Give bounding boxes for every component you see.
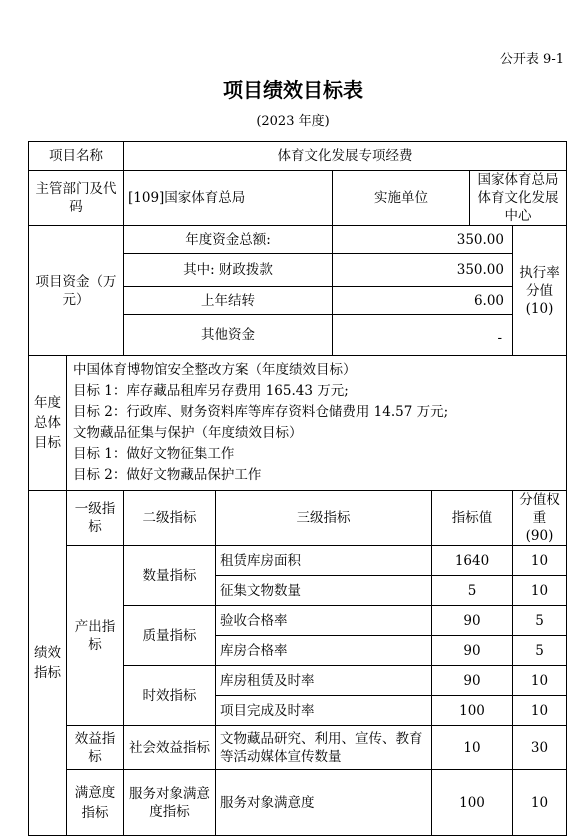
indicator-weight: 5: [513, 636, 567, 666]
indicator-value: 90: [432, 636, 513, 666]
indicator-name: 征集文物数量: [216, 576, 432, 606]
indicator-value: 90: [432, 606, 513, 636]
funds-carry-label: 上年结转: [124, 287, 333, 315]
goal-line: 中国体育博物馆安全整改方案（年度绩效目标）: [73, 362, 357, 378]
indicator-weight: 10: [513, 546, 567, 576]
quantity-indicator-label: 数量指标: [124, 546, 216, 606]
funds-total-value: 350.00: [333, 226, 513, 254]
indicator-weight: 5: [513, 606, 567, 636]
goal-line: 目标 2：做好文物藏品保护工作: [73, 467, 262, 483]
benefit-indicator-label: 效益指标: [67, 726, 124, 770]
indicator-name: 文物藏品研究、利用、宣传、教育等活动媒体宣传数量: [216, 726, 432, 770]
indicator-weight: 10: [513, 576, 567, 606]
annual-goal-content: [67, 356, 567, 491]
indicator-name: 租赁库房面积: [216, 546, 432, 576]
indicator-name: 服务对象满意度: [216, 770, 432, 836]
indicator-header-row: [29, 491, 567, 546]
funds-total-label: 年度资金总额:: [124, 226, 333, 254]
header-level2: 二级指标: [124, 491, 216, 546]
indicator-weight: 10: [513, 696, 567, 726]
quality-indicator-label: 质量指标: [124, 606, 216, 666]
indicators-label: 绩效指标: [29, 491, 67, 836]
indicator-value: 5: [432, 576, 513, 606]
indicator-weight: 30: [513, 726, 567, 770]
indicator-name: 库房租赁及时率: [216, 666, 432, 696]
indicator-weight: 10: [513, 770, 567, 836]
indicator-weight: 10: [513, 666, 567, 696]
header-weight: 分值权重 (90): [513, 491, 567, 546]
table-row: [29, 770, 567, 836]
table-row: [29, 726, 567, 770]
indicator-value: 100: [432, 696, 513, 726]
indicator-value: 100: [432, 770, 513, 836]
timeliness-indicator-label: 时效指标: [124, 666, 216, 726]
indicator-value: 1640: [432, 546, 513, 576]
funds-fiscal-value: 350.00: [333, 254, 513, 287]
service-satisfaction-label: 服务对象满意度指标: [124, 770, 216, 836]
header-level1: 一级指标: [67, 491, 124, 546]
execution-rate-label: 执行率分值 (10): [513, 226, 567, 356]
table-row: [29, 546, 567, 576]
social-benefit-label: 社会效益指标: [124, 726, 216, 770]
department-label: 主管部门及代码: [29, 171, 124, 226]
output-indicator-label: 产出指标: [67, 546, 124, 726]
funds-fiscal-label: 其中: 财政拨款: [124, 254, 333, 287]
header-level3: 三级指标: [216, 491, 432, 546]
annual-goal-label: 年度总体目标: [29, 356, 67, 491]
funds-total-row: [29, 226, 567, 254]
document-label: 公开表 9-1: [499, 52, 564, 67]
indicator-value: 90: [432, 666, 513, 696]
annual-goal-row: [29, 356, 567, 491]
funds-carry-value: 6.00: [333, 287, 513, 315]
project-name-value: 体育文化发展专项经费: [124, 142, 567, 171]
indicator-value: 10: [432, 726, 513, 770]
project-name-label: 项目名称: [29, 142, 124, 171]
satisfaction-indicator-label: 满意度指标: [67, 770, 124, 836]
indicator-name: 项目完成及时率: [216, 696, 432, 726]
implementing-unit-value: 国家体育总局体育文化发展中心: [470, 171, 567, 226]
performance-table: [28, 141, 567, 836]
goal-line: 目标 1：做好文物征集工作: [73, 446, 235, 462]
implementing-unit-label: 实施单位: [333, 171, 470, 226]
header-value: 指标值: [432, 491, 513, 546]
indicator-name: 库房合格率: [216, 636, 432, 666]
year-subtitle: (2023 年度): [256, 114, 330, 129]
goal-line: 目标 2：行政库、财务资料库等库存资料仓储费用 14.57 万元;: [73, 404, 449, 420]
funds-other-label: 其他资金: [124, 315, 333, 356]
goal-line: 目标 1：库存藏品租库另存费用 165.43 万元;: [73, 383, 349, 399]
funds-label: 项目资金（万元）: [29, 226, 124, 356]
indicator-name: 验收合格率: [216, 606, 432, 636]
funds-other-value: -: [333, 315, 513, 356]
page-title: 项目绩效目标表: [223, 78, 363, 102]
project-name-row: [29, 142, 567, 171]
department-row: [29, 171, 567, 226]
goal-line: 文物藏品征集与保护（年度绩效目标）: [73, 425, 303, 441]
department-value: [109]国家体育总局: [124, 171, 333, 226]
